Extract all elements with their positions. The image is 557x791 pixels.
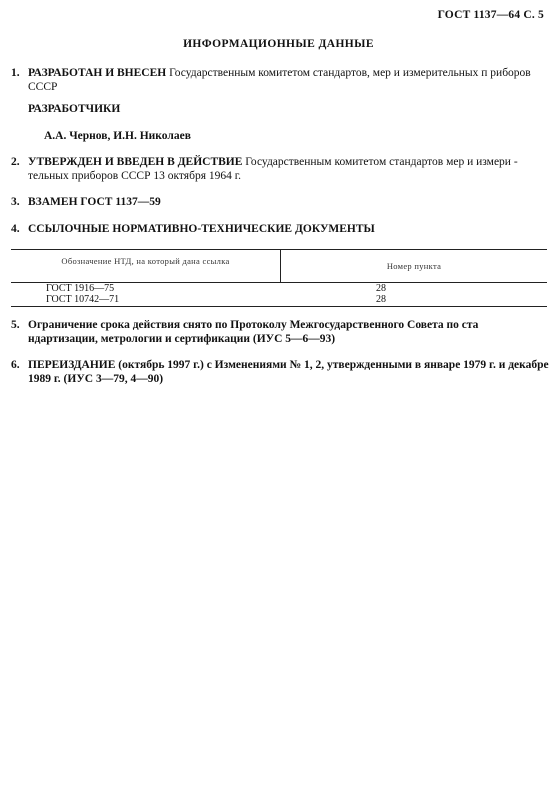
item-heading: ССЫЛОЧНЫЕ НОРМАТИВНО-ТЕХНИЧЕСКИЕ ДОКУМЕНТЫ <box>28 223 375 235</box>
developers-names: А.А. Чернов, И.Н. Николаев <box>44 130 191 142</box>
developers-heading: РАЗРАБОТЧИКИ <box>28 103 121 115</box>
item-text: Государственным комитетом стандартов мер и измери - тельных приборов СССР 13 октября 1964 г. <box>28 156 518 182</box>
page-title: ИНФОРМАЦИОННЫЕ ДАННЫЕ <box>183 38 374 50</box>
reference-table <box>11 249 547 307</box>
item-heading: УТВЕРЖДЕН И ВВЕДЕН В ДЕЙСТВИЕ <box>28 156 243 168</box>
table-row-1-document: ГОСТ 1916—75 <box>46 283 115 294</box>
item-heading: РАЗРАБОТАН И ВНЕСЕН <box>28 67 167 79</box>
item-number: 6. <box>11 359 20 371</box>
table-row-2-document: ГОСТ 10742—71 <box>46 294 120 305</box>
item-text: Ограничение срока действия снято по Протоколу Межгосударственного Совета по ста ндартизации, метрологии и сертификации (ИУС 5—6—93) <box>28 319 479 345</box>
item-body <box>28 358 549 386</box>
table-top-rule <box>11 249 547 250</box>
item-heading: ПЕРЕИЗДАНИЕ <box>28 359 116 371</box>
table-row-1-clause: 28 <box>376 283 386 294</box>
item-number: 5. <box>11 319 20 331</box>
item-text: Государственным комитетом стандартов, мер и измерительных п риборов СССР <box>28 67 531 93</box>
page-header: ГОСТ 1137—64 С. 5 <box>437 9 544 21</box>
table-header-clause: Номер пункта <box>386 261 442 271</box>
item-text: (октябрь 1997 г.) с Изменениями № 1, 2, утвержденными в январе 1979 г. и декабре 1989 г. (ИУС 3—79, 4—90) <box>28 359 549 385</box>
table-header-document: Обозначение НТД, на который дана ссылка <box>61 256 230 266</box>
item-body <box>28 66 549 94</box>
item-number: 4. <box>11 223 20 235</box>
item-body <box>28 222 549 236</box>
item-number: 1. <box>11 67 20 79</box>
item-body <box>28 195 549 209</box>
item-body <box>28 318 549 346</box>
item-body <box>28 155 549 183</box>
table-row-2-clause: 28 <box>376 294 386 305</box>
table-bottom-rule <box>11 306 547 307</box>
item-heading: ВЗАМЕН ГОСТ 1137—59 <box>28 196 161 208</box>
item-number: 3. <box>11 196 20 208</box>
item-number: 2. <box>11 156 20 168</box>
